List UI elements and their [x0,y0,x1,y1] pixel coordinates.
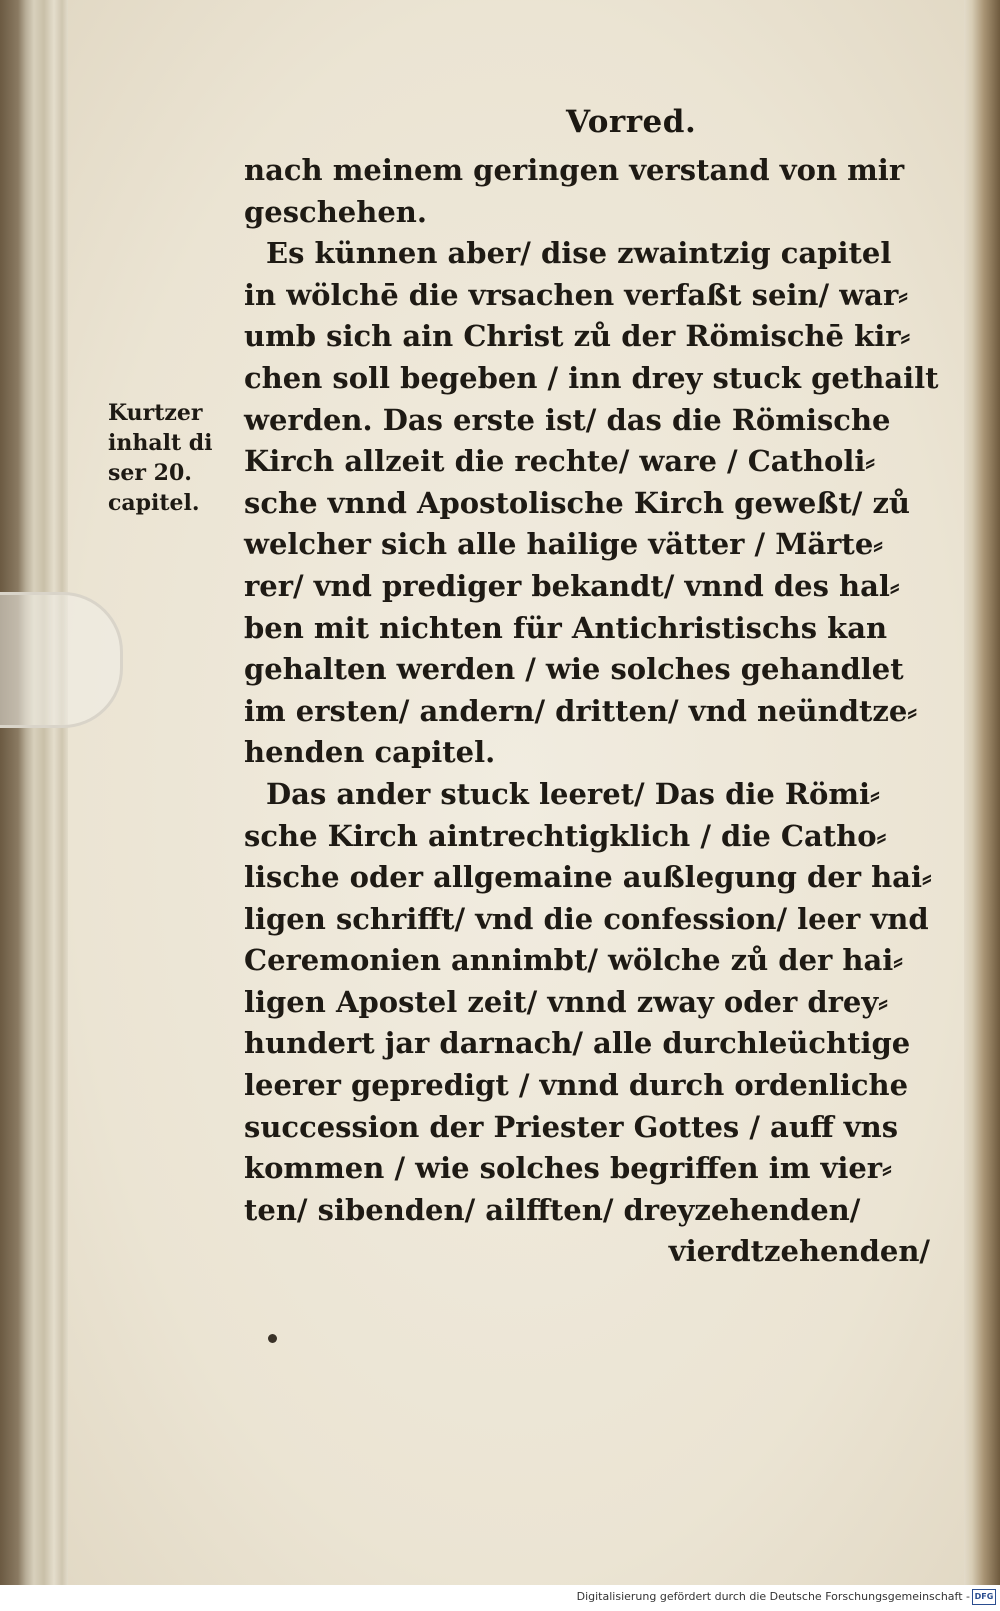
text-line: welcher sich alle hailige vätter / Märte⸗ [244,527,883,562]
ink-dot [268,1334,277,1343]
text-line: sche vnnd Apostolische Kirch geweßt/ zů [244,485,910,520]
digitization-credit: Digitalisierung gefördert durch die Deutsche Forschungsgemeinschaft - [576,1590,970,1603]
text-line: sche Kirch aintrechtigklich / die Catho⸗ [244,818,887,853]
text-line: nach meinem geringen verstand von mir [244,153,905,187]
text-line: henden capitel. [244,735,496,770]
dfg-logo-icon: DFG [972,1589,996,1605]
text-line: Kirch allzeit die rechte/ ware / Catholi⸗ [244,444,876,479]
running-head: Vorred. [566,104,697,140]
text-line: kommen / wie solches begriffen im vier⸗ [244,1151,892,1186]
catchword-line: vierdtzehenden/ [668,1234,930,1269]
text-line: geschehen. [244,194,427,229]
text-line: Ceremonien annimbt/ wölche zů der hai⸗ [244,943,903,978]
body-text [244,150,964,1273]
text-line: in wölchē die vrsachen verfaßt sein/ war⸗ [244,277,908,312]
text-line: ben mit nichten für Antichristischs kan [244,610,888,645]
text-line: leerer gepredigt / vnnd durch ordenliche [244,1068,909,1103]
page-clip [0,592,123,728]
text-line: ligen Apostel zeit/ vnnd zway oder drey⸗ [244,984,888,1019]
marginal-line: Kurtzer [108,400,203,426]
text-line: rer/ vnd prediger bekandt/ vnnd des hal⸗ [244,568,900,603]
text-line: ten/ sibenden/ ailfften/ dreyzehenden/ [244,1192,861,1227]
text-line: Das ander stuck leeret/ Das die Römi⸗ [266,776,880,811]
page-edge-left [0,0,70,1585]
marginal-line: inhalt di [108,430,213,456]
marginal-note [108,398,248,518]
page-edge-right [960,0,1000,1585]
text-line: ligen schrifft/ vnd die confession/ leer vnd [244,901,929,936]
text-line: Es künnen aber/ dise zwaintzig capitel [266,236,892,271]
text-line: chen soll begeben / inn drey stuck gethailt [244,360,939,395]
text-line: im ersten/ andern/ dritten/ vnd neündtze⸗ [244,693,917,728]
text-line: lische oder allgemaine außlegung der hai⸗ [244,860,932,895]
text-line: werden. Das erste ist/ das die Römische [244,402,891,437]
marginal-line: ser 20. [108,460,192,486]
footer-bar [0,1585,1000,1611]
text-line: hundert jar darnach/ alle durchleüchtige [244,1026,911,1061]
text-line: succession der Priester Gottes / auff vns [244,1109,899,1144]
text-line: gehalten werden / wie solches gehandlet [244,652,904,687]
marginal-line: capitel. [108,490,200,516]
text-line: umb sich ain Christ zů der Römischē kir⸗ [244,319,911,354]
